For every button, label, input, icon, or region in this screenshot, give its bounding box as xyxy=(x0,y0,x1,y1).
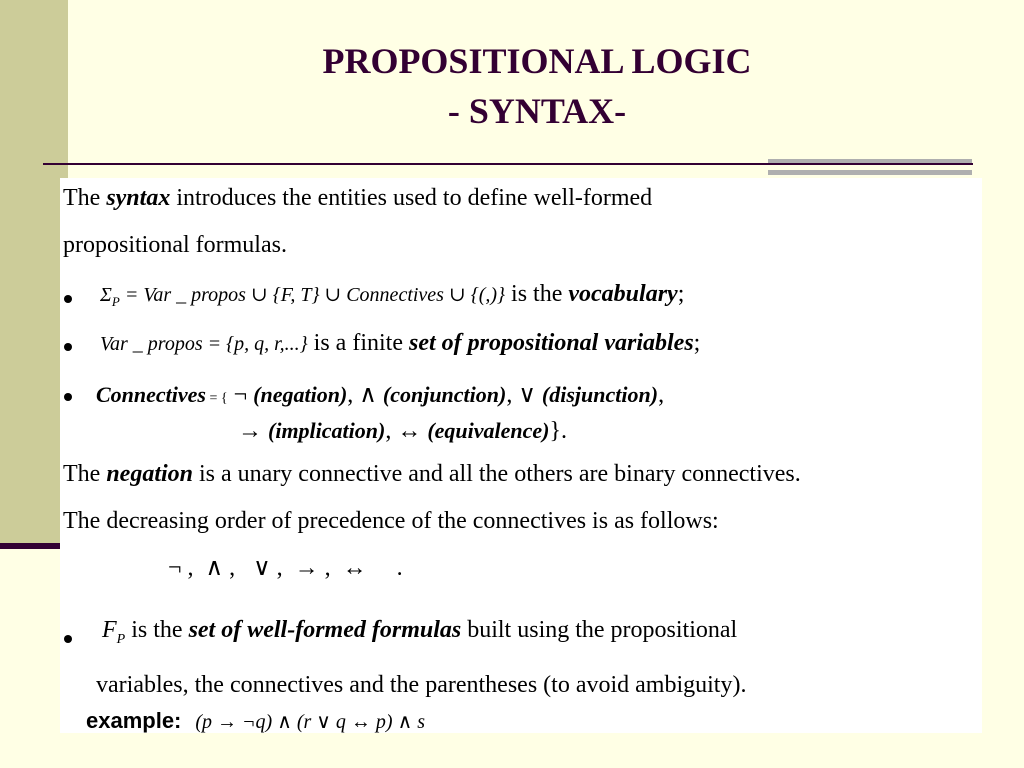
negation-symbol: ¬ xyxy=(233,382,248,408)
side-bar xyxy=(0,0,68,548)
example-line xyxy=(86,707,425,736)
formulas-line-2: variables, the connectives and the parentheses (to avoid ambiguity). xyxy=(96,672,747,698)
formulas-line-1: $F_P$ is the set of well-formed formulas built using the propositional xyxy=(102,617,738,647)
connectives-label: Connectives xyxy=(96,382,206,407)
precedence-list: ¬ , ∧ , ∨ , → , ↔ . xyxy=(168,555,403,581)
syntax-term: syntax xyxy=(106,185,171,211)
bullet-connectives xyxy=(64,393,72,401)
disjunction-symbol: ∨ xyxy=(518,382,536,408)
equivalence-symbol: ↔ xyxy=(397,418,422,444)
variables-formula: Var _ propos = {p, q, r,...} xyxy=(100,333,308,355)
slide-subtitle: - SYNTAX- xyxy=(447,91,627,131)
bullet-variables xyxy=(64,343,72,351)
implication-symbol: → xyxy=(238,418,262,444)
vocabulary-item: $\Sigma_P$ = Var _ propos ∪ {F, T} ∪ Connectives ∪ {(,)} is the vocabulary; xyxy=(100,281,685,309)
connectives-line-2: → (implication), ↔ (equivalence)}. xyxy=(238,418,568,444)
content-panel xyxy=(60,178,982,733)
vocabulary-formula: $\Sigma_P$ = Var _ propos ∪ {F, T} ∪ Connectives ∪ {(,)} xyxy=(100,284,506,309)
negation-line: The negation is a unary connective and all the others are binary connectives. xyxy=(63,461,801,487)
bullet-formulas xyxy=(64,635,72,643)
conjunction-symbol: ∧ xyxy=(359,382,377,408)
title-rule xyxy=(43,163,973,165)
title-rule-shadow-bottom xyxy=(768,170,972,175)
connectives-line-1: Connectives = { ¬ (negation), ∧ (conjunction), ∨ (disjunction), xyxy=(96,382,665,408)
side-bar-accent xyxy=(0,543,68,549)
fp-symbol: $F_P$ xyxy=(102,617,126,647)
example-formula: (p → ¬q) ∧ (r ∨ q ↔ p) ∧ s xyxy=(195,711,426,733)
variables-item: Var _ propos = {p, q, r,...} is a finite set of propositional variables; xyxy=(100,330,701,356)
example-label: example: xyxy=(86,708,182,733)
bullet-vocabulary xyxy=(64,295,72,303)
intro-line-2: propositional formulas. xyxy=(63,232,287,258)
intro-line-1: The syntax introduces the entities used to define well-formed xyxy=(63,185,653,211)
slide-title: PROPOSITIONAL LOGIC xyxy=(322,41,752,81)
precedence-line: The decreasing order of precedence of the connectives is as follows: xyxy=(63,508,719,534)
